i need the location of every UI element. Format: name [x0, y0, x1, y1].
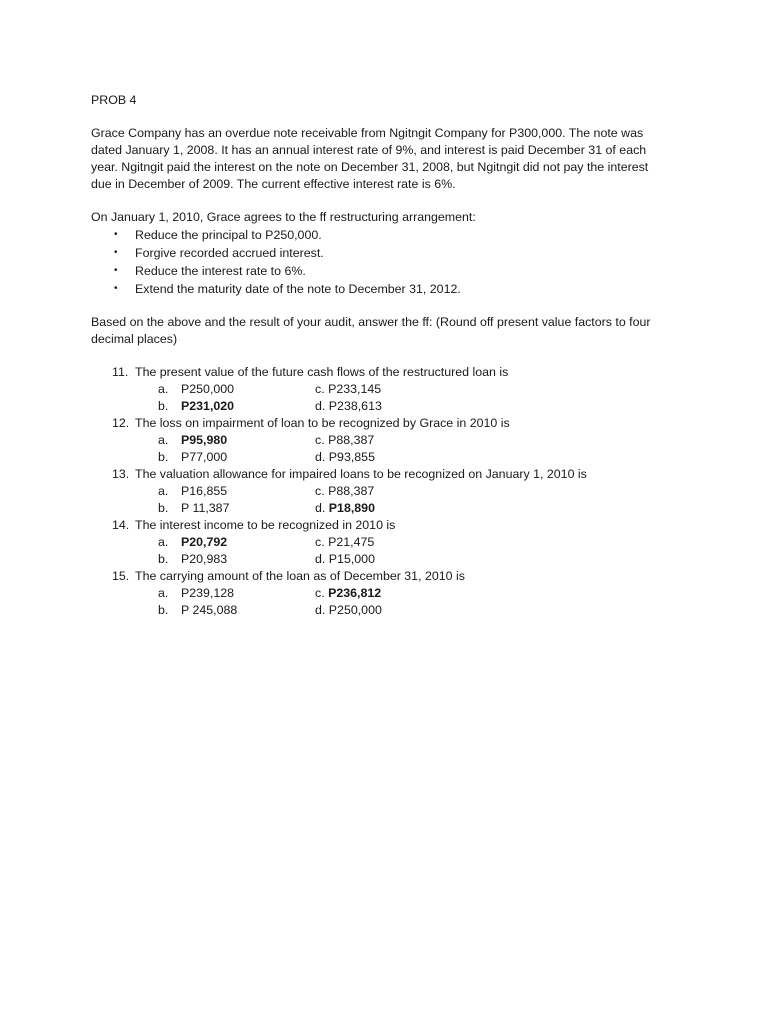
intro-line: Grace Company has an overdue note receivable from Ngitngit Company for P300,000. The note was: [91, 126, 644, 140]
question-block: [91, 466, 691, 517]
choice-letter: b.: [158, 399, 169, 413]
choice-d: [315, 551, 515, 568]
question-list: [91, 364, 691, 619]
bullet-icon: •: [114, 247, 118, 258]
bullet-icon: •: [114, 229, 118, 240]
choice-letter: d.: [315, 501, 326, 515]
choice-grid: [91, 432, 691, 466]
arrangement-item-text: Extend the maturity date of the note to December 31, 2012.: [135, 282, 461, 296]
question-block: [91, 415, 691, 466]
choice-letter: b.: [158, 450, 169, 464]
choice-a: [158, 432, 315, 449]
question-text: The carrying amount of the loan as of December 31, 2010 is: [135, 569, 465, 583]
bullet-icon: •: [114, 283, 118, 294]
question-number: 11.: [112, 365, 129, 379]
choice-value: P238,613: [328, 399, 382, 413]
choice-d: [315, 500, 515, 517]
choice-a: [158, 534, 315, 551]
arrangement-list: [91, 226, 691, 298]
choice-letter: b.: [158, 603, 169, 617]
choice-b: [158, 500, 315, 517]
choice-letter: a.: [158, 433, 169, 447]
instructions-line: decimal places): [91, 332, 178, 346]
choice-b: [158, 449, 315, 466]
choice-letter: d.: [315, 450, 326, 464]
intro-line: year. Ngitngit paid the interest on the note on December 31, 2008, but Ngitngit did not pay the interest: [91, 160, 649, 174]
choice-grid: [91, 534, 691, 568]
choice-letter: c.: [315, 382, 325, 396]
question-block: [91, 568, 691, 619]
choice-value: P239,128: [181, 586, 235, 600]
problem-title: PROB 4: [91, 93, 137, 107]
question-text: The interest income to be recognized in 2010 is: [135, 518, 396, 532]
choice-grid: [91, 585, 691, 619]
choice-value: P231,020: [181, 399, 235, 413]
question-number: 13.: [112, 467, 130, 481]
question-number: 12.: [112, 416, 130, 430]
choice-letter: c.: [315, 433, 325, 447]
choice-value: P88,387: [328, 433, 375, 447]
question-stem: [91, 517, 691, 534]
question-stem: [91, 466, 691, 483]
choice-d: [315, 398, 515, 415]
choice-letter: d.: [315, 552, 326, 566]
choice-value: P93,855: [328, 450, 375, 464]
choice-value: P20,983: [181, 552, 228, 566]
choice-value: P21,475: [328, 535, 375, 549]
choice-value: P88,387: [328, 484, 375, 498]
choice-value: P95,980: [181, 433, 228, 447]
choice-c: [315, 534, 515, 551]
choice-c: [315, 483, 515, 500]
arrangement-item-text: Forgive recorded accrued interest.: [135, 246, 324, 260]
choice-d: [315, 602, 515, 619]
choice-value: P20,792: [181, 535, 228, 549]
choice-value: P15,000: [328, 552, 375, 566]
question-number: 14.: [112, 518, 130, 532]
choice-grid: [91, 483, 691, 517]
instructions-line: Based on the above and the result of your audit, answer the ff: (Round off present value factors to four: [91, 315, 651, 329]
question-block: [91, 517, 691, 568]
choice-b: [158, 398, 315, 415]
question-stem: [91, 568, 691, 585]
choice-c: [315, 432, 515, 449]
choice-value: P 245,088: [181, 603, 238, 617]
choice-letter: a.: [158, 382, 169, 396]
arrangement-item: [114, 226, 691, 244]
choice-letter: a.: [158, 535, 169, 549]
choice-value: P250,000: [328, 603, 382, 617]
arrangement-item: [114, 244, 691, 262]
choice-c: [315, 585, 515, 602]
choice-a: [158, 585, 315, 602]
arrangement-item-text: Reduce the interest rate to 6%.: [135, 264, 306, 278]
question-stem: [91, 415, 691, 432]
question-text: The loss on impairment of loan to be recognized by Grace in 2010 is: [135, 416, 510, 430]
arrangement-item: [114, 280, 691, 298]
choice-value: P236,812: [328, 586, 382, 600]
choice-letter: c.: [315, 484, 325, 498]
choice-a: [158, 483, 315, 500]
question-text: The valuation allowance for impaired loans to be recognized on January 1, 2010 is: [135, 467, 587, 481]
choice-letter: c.: [315, 586, 325, 600]
question-block: [91, 364, 691, 415]
choice-value: P250,000: [181, 382, 235, 396]
choice-letter: b.: [158, 552, 169, 566]
choice-value: P18,890: [328, 501, 375, 515]
bullet-icon: •: [114, 265, 118, 276]
instructions: [91, 314, 691, 348]
choice-letter: d.: [315, 603, 326, 617]
choice-value: P16,855: [181, 484, 228, 498]
choice-b: [158, 551, 315, 568]
question-stem: [91, 364, 691, 381]
choice-letter: a.: [158, 484, 169, 498]
choice-value: P 11,387: [181, 501, 230, 515]
choice-c: [315, 381, 515, 398]
choice-grid: [91, 381, 691, 415]
arrangement-intro: On January 1, 2010, Grace agrees to the ff restructuring arrangement:: [91, 210, 476, 224]
intro-line: dated January 1, 2008. It has an annual interest rate of 9%, and interest is paid December 31 of each: [91, 143, 647, 157]
choice-d: [315, 449, 515, 466]
choice-letter: c.: [315, 535, 325, 549]
choice-letter: d.: [315, 399, 326, 413]
intro-paragraph: [91, 125, 691, 193]
choice-value: P233,145: [328, 382, 382, 396]
question-text: The present value of the future cash flows of the restructured loan is: [135, 365, 509, 379]
choice-b: [158, 602, 315, 619]
arrangement-item-text: Reduce the principal to P250,000.: [135, 228, 322, 242]
arrangement-item: [114, 262, 691, 280]
choice-letter: a.: [158, 586, 169, 600]
question-number: 15.: [112, 569, 130, 583]
choice-letter: b.: [158, 501, 169, 515]
choice-a: [158, 381, 315, 398]
choice-value: P77,000: [181, 450, 228, 464]
intro-line: due in December of 2009. The current effective interest rate is 6%.: [91, 177, 456, 191]
document-page: [91, 92, 691, 619]
